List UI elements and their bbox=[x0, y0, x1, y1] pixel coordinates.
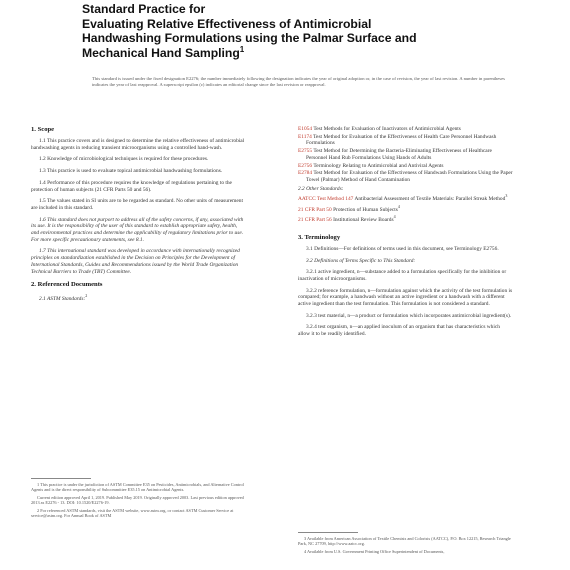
title-line-1: Standard Practice for bbox=[82, 2, 206, 16]
cfr50-title: Protection of Human Subjects bbox=[333, 206, 398, 213]
reference-item bbox=[298, 163, 513, 170]
aatcc-reference bbox=[298, 193, 513, 203]
title-footnote-mark: 1 bbox=[239, 44, 245, 54]
left-column bbox=[31, 126, 246, 308]
cfr56-code-link[interactable]: 21 CFR Part 56 bbox=[298, 217, 332, 224]
scope-1-3: 1.3 This practice is used to evaluate topical antimicrobial handwashing formulations. bbox=[39, 168, 223, 175]
footnotes-right bbox=[298, 536, 513, 556]
reference-code-link[interactable]: E1054 bbox=[298, 126, 313, 132]
footnote-2: 2 For referenced ASTM standards, visit the ASTM website, www.astm.org, or contact ASTM Customer Service at service@astm.org. For Annual Book of ASTM bbox=[31, 507, 234, 519]
footnote-3: 3 Available from American Association of Textile Chemists and Colorists (AATCC), P.O. Box 12215, Research Triangle Park, NC 27709, http://www.aatcc.org. bbox=[298, 536, 511, 547]
cfr56-reference bbox=[298, 214, 513, 224]
scope-1-6: 1.6 This standard does not purport to address all of the safety concerns, if any, associated with its use. It is the responsibility of the user of this standard to establish appropriate safety, health, and environmental practices and determine the applicability of regulatory limitations prior to use. For more specific precautionary statements, see 8.1. bbox=[31, 216, 244, 243]
reference-code-link[interactable]: E2756 bbox=[298, 162, 313, 169]
reference-title: Terminology Relating to Antimicrobial and Antiviral Agents bbox=[313, 162, 444, 169]
terminology-3-2: 3.2 Definitions of Terms Specific to This Standard: bbox=[306, 257, 416, 264]
referenced-documents-heading: 2. Referenced Documents bbox=[31, 281, 103, 289]
reference-code-link[interactable]: E1174 bbox=[298, 133, 312, 140]
reference-item bbox=[298, 170, 513, 183]
reference-title: Test Methods for Evaluation of Inactivators of Antimicrobial Agents bbox=[313, 126, 461, 132]
reference-item bbox=[298, 126, 513, 133]
terminology-3-2-3: 3.2.3 test material, n—a product or formulation which incorporates antimicrobial ingredient(s). bbox=[306, 312, 512, 319]
astm-standards-mark: 2 bbox=[85, 293, 88, 299]
scope-1-5: 1.5 The values stated in SI units are to be regarded as standard. No other units of measurement are included in this standard. bbox=[31, 198, 243, 211]
aatcc-mark: 3 bbox=[505, 193, 508, 199]
title-line-4-text: Mechanical Hand Sampling bbox=[82, 45, 240, 60]
footnote-divider-left bbox=[31, 478, 91, 479]
title-line-3: Handwashing Formulations using the Palmar Surface and bbox=[82, 31, 417, 45]
other-standards-label: 2.2 Other Standards: bbox=[298, 185, 344, 192]
astm-standards-line bbox=[31, 293, 246, 303]
scope-heading: 1. Scope bbox=[31, 126, 55, 133]
cfr50-code-link[interactable]: 21 CFR Part 50 bbox=[298, 206, 332, 213]
reference-title: Test Method for Determining the Bacteria-Eliminating Effectiveness of Healthcare Personnel Hand Rub Formulations Using Hands of Adults bbox=[306, 148, 492, 161]
footnote-4: 4 Available from U.S. Government Printing Office Superintendent of Documents, bbox=[304, 548, 445, 554]
reference-code-link[interactable]: E2755 bbox=[298, 148, 313, 155]
terminology-3-2-1: 3.2.1 active ingredient, n—substance added to a formulation specifically for the inhibition or inactivation of microorganisms. bbox=[298, 269, 507, 282]
reference-item bbox=[298, 148, 513, 161]
scope-1-2: 1.2 Knowledge of microbiological techniques is required for these procedures. bbox=[39, 156, 209, 163]
terminology-3-2-2: 3.2.2 reference formulation, n—formulation against which the activity of the test formulation is compared; for example, a handwash without an active ingredient or a handwash with a different active ingredient than the test formulation. This formulation is not considered a standard. bbox=[298, 287, 513, 308]
terminology-3-1: 3.1 Definitions—For definitions of terms used in this document, see Terminology E2756. bbox=[306, 245, 499, 252]
document-title bbox=[82, 2, 552, 60]
terminology-3-2-4: 3.2.4 test organism, n—an applied inoculum of an organism that has characteristics which allow it to be readily identified. bbox=[298, 324, 500, 338]
right-column bbox=[298, 126, 513, 343]
reference-title: Test Method for Evaluation of the Effectiveness of Handwash Formulations Using the Paper Towel (Palmar) Method of Hand Contamination bbox=[306, 170, 513, 183]
footnote-1: 1 This practice is under the jurisdiction of ASTM Committee E35 on Pesticides, Antimicrobials, and Alternative Control Agents and is the direct responsibility of Subcommittee E35.15 on Antimicrobial Agents. bbox=[31, 482, 244, 493]
cfr50-reference bbox=[298, 204, 513, 214]
terminology-heading: 3. Terminology bbox=[298, 233, 341, 241]
footnote-divider-right bbox=[298, 532, 358, 533]
footnote-1-edition: Current edition approved April 1, 2019. Published May 2019. Originally approved 2003. Last previous edition approved 2013 as E2276 - 13. DOI: 10.1520/E2276-19. bbox=[31, 494, 244, 506]
reference-list bbox=[298, 126, 513, 184]
astm-standards-label: 2.1 ASTM Standards: bbox=[39, 296, 86, 303]
reference-item bbox=[298, 134, 513, 147]
title-line-4 bbox=[82, 46, 552, 61]
cfr50-mark: 4 bbox=[397, 203, 400, 209]
footnotes-left bbox=[31, 482, 246, 520]
scope-1-7: 1.7 This international standard was developed in accordance with internationally recognized principles on standardization established in the Decision on Principles for the Development of International Standards, Guides and Recommendations issued by the World Trade Organization Technical Barriers to Trade (TBT) Committee. bbox=[31, 248, 240, 275]
aatcc-code-link[interactable]: AATCC Test Method 147 bbox=[298, 196, 354, 203]
cfr56-mark: 4 bbox=[393, 214, 396, 220]
aatcc-title: Antibacterial Assessment of Textile Materials: Parallel Streak Method bbox=[354, 196, 506, 203]
designation-preamble: This standard is issued under the fixed designation E2276; the number immediately following the designation indicates the year of original adoption or, in the case of revision, the year of last revision. A number in parentheses indicates the year of last reapproval. A superscript epsilon (ε) indicates an editorial change since the last revision or reapproval. bbox=[92, 76, 505, 87]
reference-title: Test Method for Evaluation of the Effectiveness of Health Care Personnel Handwash Formulations bbox=[306, 133, 497, 147]
scope-1-1: 1.1 This practice covers and is designed to determine the relative effectiveness of antimicrobial handwashing agents in reducing transient microorganisms using a controlled hand-wash. bbox=[31, 138, 245, 151]
reference-code-link[interactable]: E2784 bbox=[298, 170, 313, 177]
cfr56-title: Institutional Review Boards bbox=[333, 217, 394, 224]
title-line-2: Evaluating Relative Effectiveness of Antimicrobial bbox=[82, 16, 372, 31]
scope-1-4: 1.4 Performance of this procedure requires the knowledge of regulations pertaining to the protection of human subjects (21 CFR Parts 50 and 56). bbox=[31, 179, 232, 193]
